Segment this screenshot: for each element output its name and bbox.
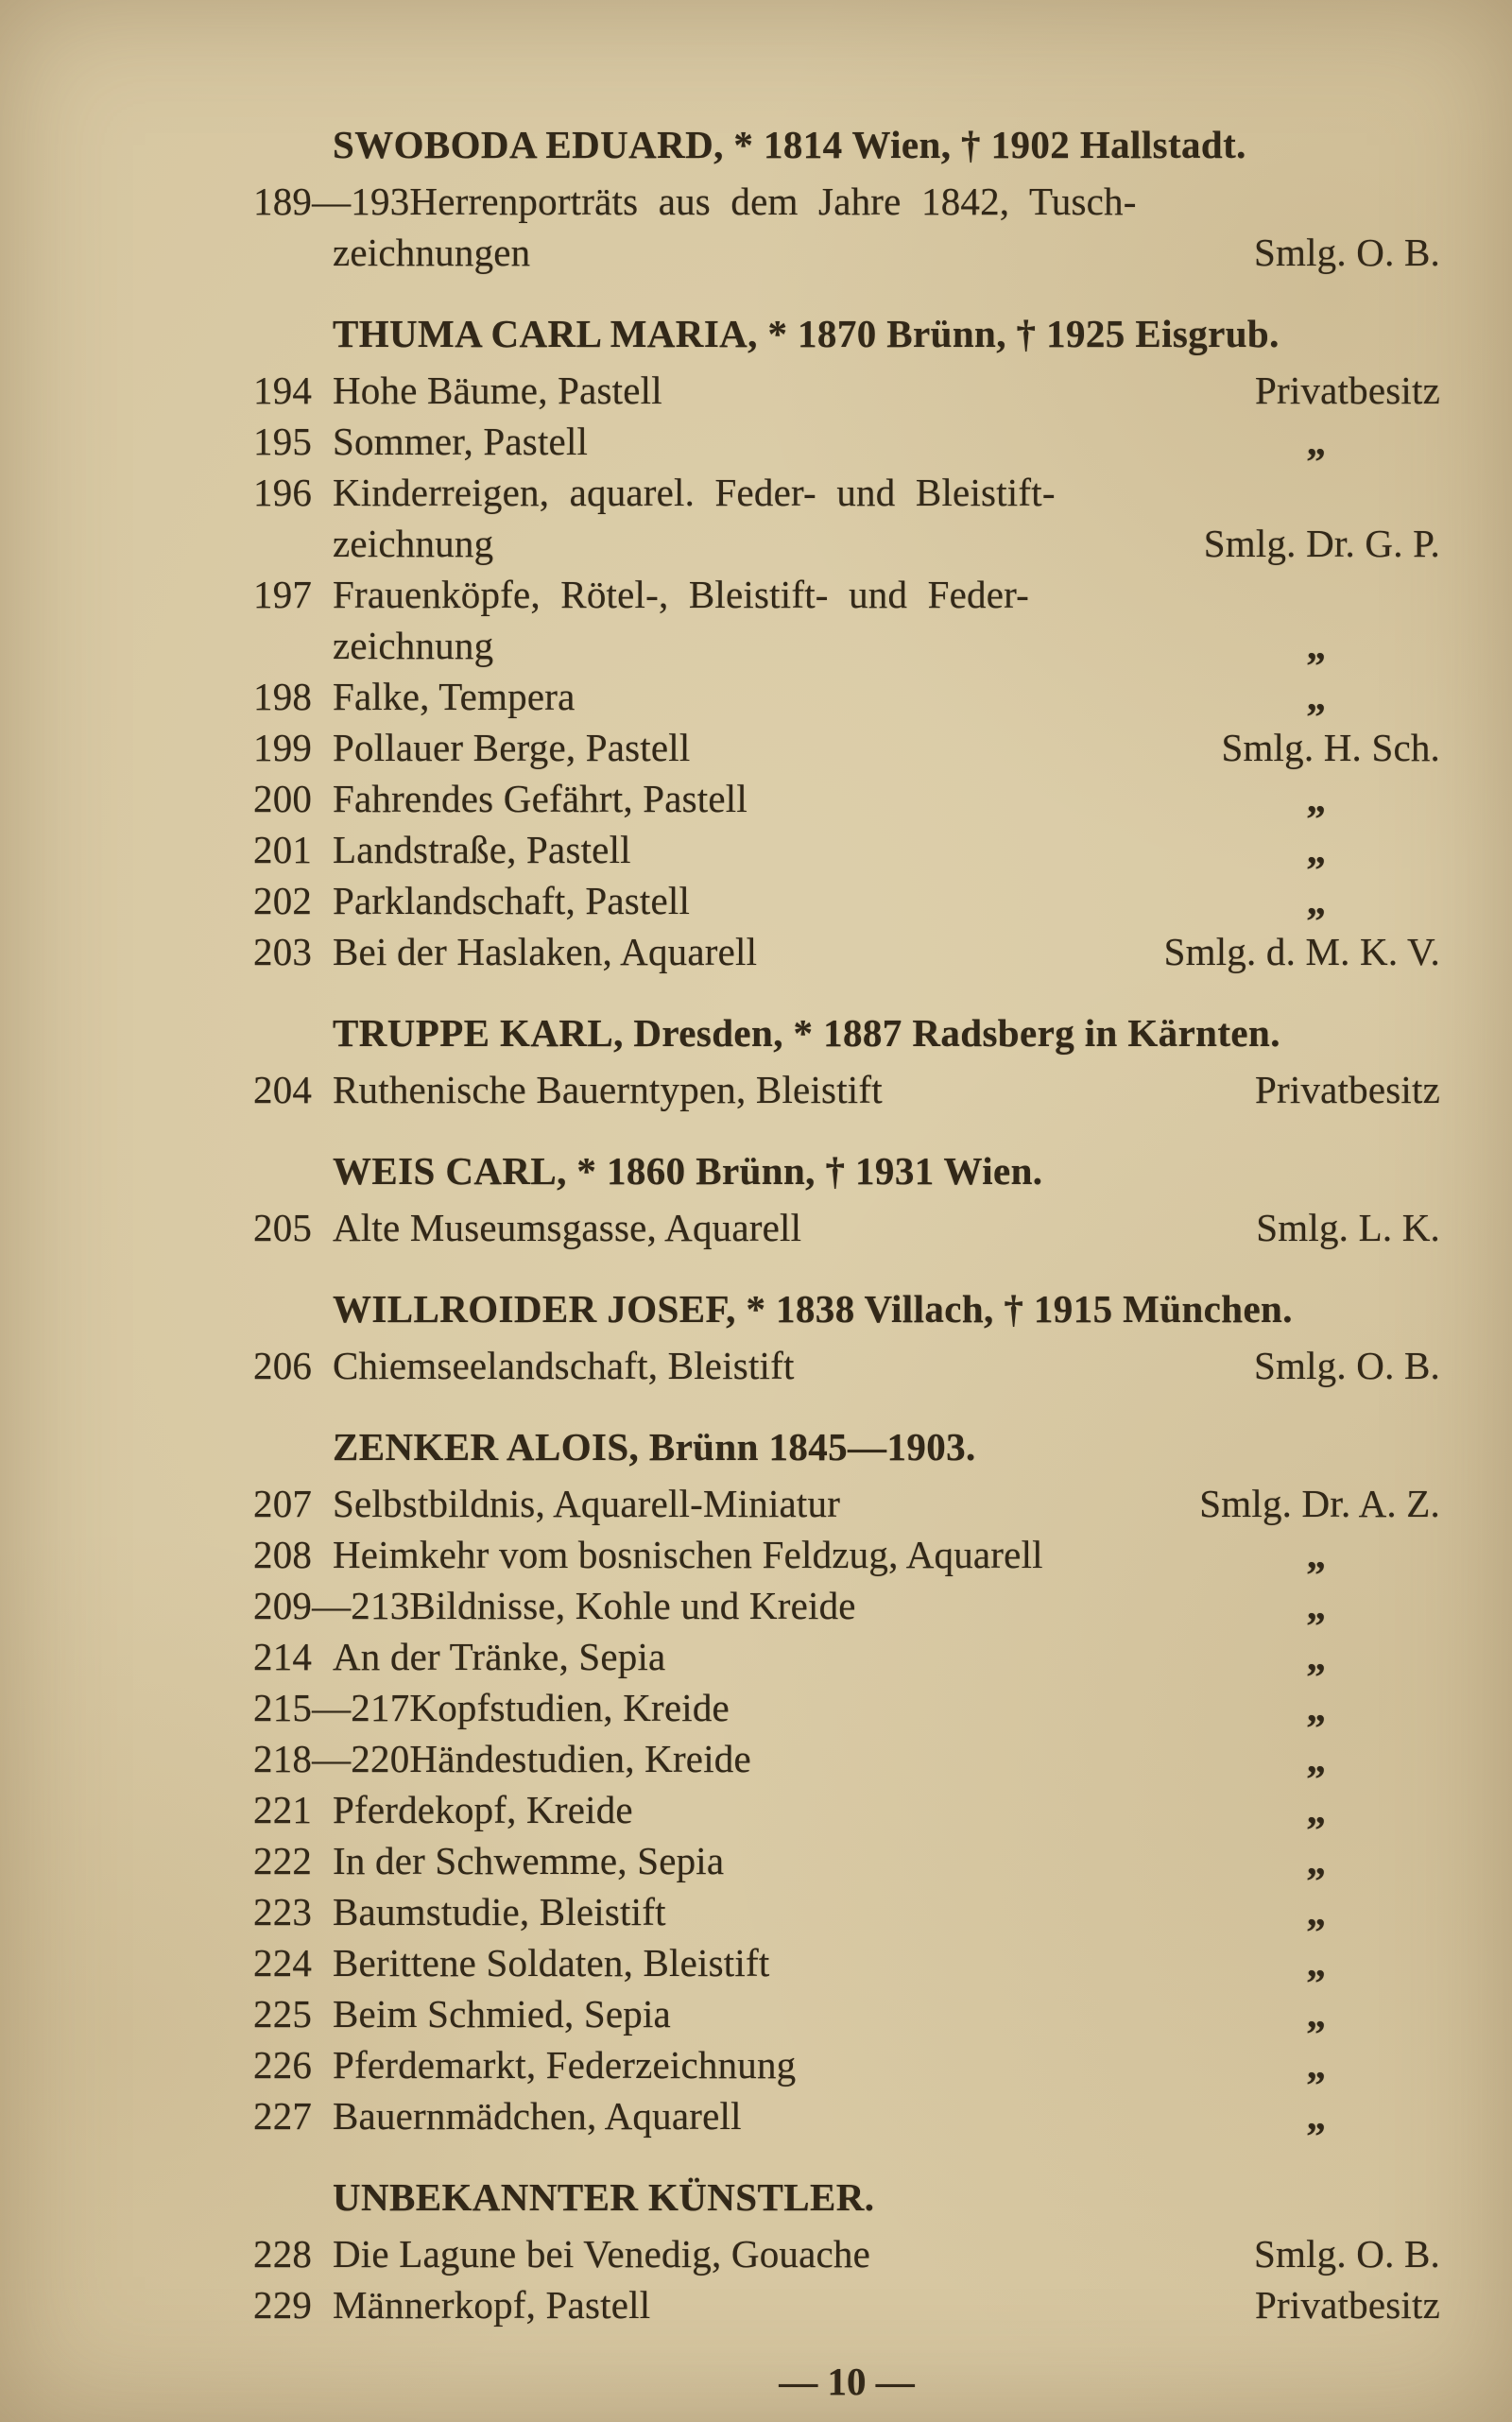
ditto-mark: „ — [1306, 1941, 1327, 1984]
catalog-entry-line — [253, 1784, 1440, 1835]
catalog-entry-line — [253, 2039, 1440, 2090]
artist-heading: WEIS CARL, * 1860 Brünn, † 1931 Wien. — [333, 1149, 1043, 1193]
artist-heading: THUMA CARL MARIA, * 1870 Brünn, † 1925 Eisgrub. — [333, 312, 1280, 355]
entry-number: 204 — [253, 1068, 313, 1111]
catalog-entry-line — [253, 227, 1440, 278]
entry-number: 218—220 — [253, 1737, 410, 1780]
entry-number: 225 — [253, 1992, 313, 2036]
ditto-mark: „ — [1306, 1584, 1327, 1627]
entry-number: 226 — [253, 2043, 313, 2087]
catalog-section — [253, 1145, 1440, 1253]
entry-title-continuation: zeichnungen — [333, 231, 531, 274]
entry-title: Bildnisse, Kohle und Kreide — [409, 1584, 856, 1627]
entry-title: An der Tränke, Sepia — [333, 1635, 666, 1678]
entry-title: Händestudien, Kreide — [409, 1737, 751, 1780]
entry-title-continuation: zeichnung — [333, 624, 494, 667]
catalog-section — [253, 1421, 1440, 2141]
entry-number: 206 — [253, 1344, 313, 1387]
catalog-entry-line — [253, 2279, 1440, 2330]
entry-collection: Privatbesitz — [1255, 369, 1440, 412]
entry-title: Alte Museumsgasse, Aquarell — [333, 1206, 802, 1249]
catalog-entry-line — [253, 2228, 1440, 2279]
entry-number: 224 — [253, 1941, 313, 1984]
entry-title: Ruthenische Bauerntypen, Bleistift — [333, 1068, 883, 1111]
ditto-mark: „ — [1306, 1737, 1327, 1780]
entry-number: 215—217 — [253, 1686, 410, 1729]
catalog-entry-line — [253, 569, 1440, 620]
entry-number: 203 — [253, 930, 313, 973]
ditto-mark: „ — [1306, 1839, 1327, 1882]
catalog-entry-line — [253, 1580, 1440, 1631]
ditto-mark: „ — [1306, 1635, 1327, 1678]
ditto-mark: „ — [1306, 624, 1327, 667]
entry-title: Fahrendes Gefährt, Pastell — [333, 777, 747, 820]
entry-title: Kinderreigen, aquarel. Feder- und Bleistift- — [333, 471, 1056, 514]
catalog-entry-line — [253, 416, 1440, 467]
ditto-mark: „ — [1306, 420, 1327, 463]
entry-collection: Smlg. H. Sch. — [1221, 726, 1440, 769]
entry-title: Sommer, Pastell — [333, 420, 589, 463]
catalog-section — [253, 2172, 1440, 2330]
ditto-mark: „ — [1306, 2094, 1327, 2138]
entry-number: 209—213 — [253, 1584, 410, 1627]
catalog-entry-line — [253, 1835, 1440, 1886]
catalog-entry-line — [253, 365, 1440, 416]
entry-title: Parklandschaft, Pastell — [333, 879, 691, 922]
entry-title: Bauernmädchen, Aquarell — [333, 2094, 742, 2138]
catalog-entry-line — [253, 1064, 1440, 1115]
catalog-entry-line — [253, 1886, 1440, 1937]
catalog-entry-line — [253, 1988, 1440, 2039]
catalog-entry-line — [253, 620, 1440, 671]
catalog-entry-line — [253, 824, 1440, 875]
entry-title: Bei der Haslaken, Aquarell — [333, 930, 758, 973]
entry-title: Frauenköpfe, Rötel-, Bleistift- und Feder- — [333, 573, 1030, 616]
ditto-mark: „ — [1306, 879, 1327, 922]
entry-number: 205 — [253, 1206, 313, 1249]
catalog-entry-line — [253, 722, 1440, 773]
catalog-entry-line — [253, 1478, 1440, 1529]
entry-number: 207 — [253, 1482, 313, 1525]
entry-title: Pferdemarkt, Federzeichnung — [333, 2043, 797, 2087]
artist-heading: WILLROIDER JOSEF, * 1838 Villach, † 1915 München. — [333, 1287, 1293, 1331]
ditto-mark: „ — [1306, 2043, 1327, 2087]
ditto-mark: „ — [1306, 1788, 1327, 1831]
catalog-entry-line — [253, 773, 1440, 824]
entry-collection: Smlg. L. K. — [1256, 1206, 1440, 1249]
entry-number: 208 — [253, 1533, 313, 1576]
entry-collection: Smlg. O. B. — [1254, 1344, 1440, 1387]
catalog-entry-line — [253, 1937, 1440, 1988]
ditto-mark: „ — [1306, 675, 1327, 718]
catalog-entry-line — [253, 176, 1440, 227]
entry-number: 200 — [253, 777, 313, 820]
catalog-entry-line — [253, 1631, 1440, 1682]
catalog-entry-line — [253, 518, 1440, 569]
catalog-entry-line — [253, 1340, 1440, 1391]
entry-number: 201 — [253, 828, 313, 871]
entry-collection: Smlg. O. B. — [1254, 231, 1440, 274]
catalog-entry-line — [253, 2090, 1440, 2141]
ditto-mark: „ — [1306, 1890, 1327, 1933]
entry-number: 214 — [253, 1635, 313, 1678]
ditto-mark: „ — [1306, 1992, 1327, 2036]
entry-title: In der Schwemme, Sepia — [333, 1839, 725, 1882]
artist-heading: TRUPPE KARL, Dresden, * 1887 Radsberg in Kärnten. — [333, 1011, 1280, 1055]
catalog-entry-line — [253, 671, 1440, 722]
catalog-entry-line — [253, 1529, 1440, 1580]
catalog-entry-line — [253, 1202, 1440, 1253]
entry-title: Hohe Bäume, Pastell — [333, 369, 662, 412]
entry-number: 202 — [253, 879, 313, 922]
entry-collection: Smlg. Dr. G. P. — [1203, 522, 1440, 565]
entry-number: 199 — [253, 726, 313, 769]
entry-collection: Smlg. d. M. K. V. — [1163, 930, 1440, 973]
entry-number: 229 — [253, 2283, 313, 2327]
artist-heading: UNBEKANNTER KÜNSTLER. — [333, 2175, 875, 2219]
catalog-entry-line — [253, 1733, 1440, 1784]
entry-number: 227 — [253, 2094, 313, 2138]
entry-number: 197 — [253, 573, 313, 616]
page-number: — 10 — — [779, 2360, 915, 2403]
entry-number: 196 — [253, 471, 313, 514]
catalog-section — [253, 119, 1440, 278]
entry-title: Heimkehr vom bosnischen Feldzug, Aquarell — [333, 1533, 1043, 1576]
entry-title: Landstraße, Pastell — [333, 828, 631, 871]
catalog-entry-line — [253, 926, 1440, 977]
catalog-entry-line — [253, 1682, 1440, 1733]
ditto-mark: „ — [1306, 1686, 1327, 1729]
entry-number: 189—193 — [253, 180, 410, 223]
entry-collection: Smlg. Dr. A. Z. — [1199, 1482, 1440, 1525]
entry-title: Berittene Soldaten, Bleistift — [333, 1941, 770, 1984]
entry-title: Selbstbildnis, Aquarell-Miniatur — [333, 1482, 841, 1525]
entry-collection: Smlg. O. B. — [1254, 2232, 1440, 2276]
entry-number: 221 — [253, 1788, 313, 1831]
entry-title: Kopfstudien, Kreide — [409, 1686, 730, 1729]
ditto-mark: „ — [1306, 828, 1327, 871]
entry-title: Chiemseelandschaft, Bleistift — [333, 1344, 795, 1387]
catalog-entry-line — [253, 875, 1440, 926]
ditto-mark: „ — [1306, 1533, 1327, 1576]
entry-collection: Privatbesitz — [1255, 2283, 1440, 2327]
catalog-section — [253, 308, 1440, 977]
entry-number: 198 — [253, 675, 313, 718]
entry-number: 222 — [253, 1839, 313, 1882]
entry-title: Pollauer Berge, Pastell — [333, 726, 691, 769]
entry-title: Die Lagune bei Venedig, Gouache — [333, 2232, 870, 2276]
entry-title: Falke, Tempera — [333, 675, 576, 718]
ditto-mark: „ — [1306, 777, 1327, 820]
entry-title-continuation: zeichnung — [333, 522, 494, 565]
entry-title: Pferdekopf, Kreide — [333, 1788, 633, 1831]
catalog-section — [253, 1007, 1440, 1115]
entry-title: Herrenporträts aus dem Jahre 1842, Tusch- — [409, 180, 1137, 223]
entry-number: 195 — [253, 420, 313, 463]
artist-heading: ZENKER ALOIS, Brünn 1845—1903. — [333, 1425, 976, 1469]
catalog-entry-line — [253, 467, 1440, 518]
entry-number: 194 — [253, 369, 313, 412]
entry-title: Männerkopf, Pastell — [333, 2283, 651, 2327]
entry-title: Baumstudie, Bleistift — [333, 1890, 666, 1933]
artist-heading: SWOBODA EDUARD, * 1814 Wien, † 1902 Hallstadt. — [333, 123, 1246, 166]
entry-collection: Privatbesitz — [1255, 1068, 1440, 1111]
catalog-section — [253, 1283, 1440, 1391]
entry-title: Beim Schmied, Sepia — [333, 1992, 671, 2036]
entry-number: 228 — [253, 2232, 313, 2276]
entry-number: 223 — [253, 1890, 313, 1933]
